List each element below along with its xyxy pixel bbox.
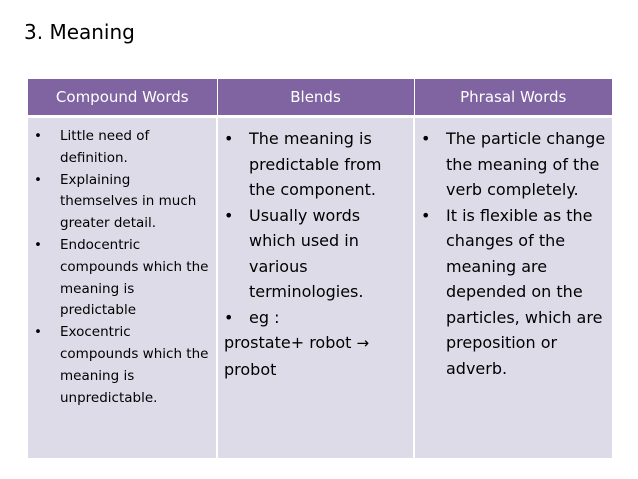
compound-words-list: [34, 126, 212, 409]
list-item: • eg :: [224, 305, 409, 331]
bullet-icon: •: [421, 205, 431, 225]
blend-example-formula: prostate+ robot: [224, 333, 352, 352]
table-body-row: [28, 117, 612, 459]
blends-cell: [217, 117, 414, 459]
bullet-icon: •: [421, 129, 431, 148]
list-item: • The particle change the meaning of the verb completely.: [421, 126, 608, 203]
header-compound-words: Compound Words: [28, 79, 217, 117]
list-item: • Exocentric compounds which the meaning is unpredictable.: [34, 324, 209, 406]
list-item: • Usually words which used in various terminologies.: [224, 203, 409, 305]
meaning-table: [28, 79, 612, 458]
slide-title: 3. Meaning: [24, 20, 135, 44]
table-header-row: [28, 79, 612, 117]
blend-example-result: probot: [224, 359, 277, 379]
bullet-icon: •: [34, 324, 42, 341]
bullet-icon: •: [224, 129, 234, 148]
list-item: • Explaining themselves in much greater detail.: [34, 171, 197, 232]
bullet-icon: •: [34, 128, 42, 144]
phrasal-words-cell: [414, 117, 612, 459]
bullet-icon: •: [34, 236, 42, 253]
phrasal-words-list: [421, 126, 608, 381]
bullet-icon: •: [224, 205, 234, 225]
list-item: • Endocentric compounds which the meaning is predictable: [34, 236, 209, 319]
list-item: • It is flexible as the changes of the meaning are depended on the particles, which are preposition or adverb.: [421, 203, 608, 382]
blends-list: [224, 126, 409, 330]
header-blends: Blends: [217, 79, 414, 117]
header-phrasal-words: Phrasal Words: [414, 79, 612, 117]
right-arrow-icon: →: [356, 334, 370, 352]
blend-example: [224, 330, 409, 357]
compound-words-cell: [28, 117, 217, 459]
bullet-icon: •: [34, 171, 42, 188]
list-item: • Little need of definition.: [34, 128, 150, 166]
bullet-icon: •: [224, 307, 234, 327]
list-item: • The meaning is predictable from the component.: [224, 126, 409, 203]
